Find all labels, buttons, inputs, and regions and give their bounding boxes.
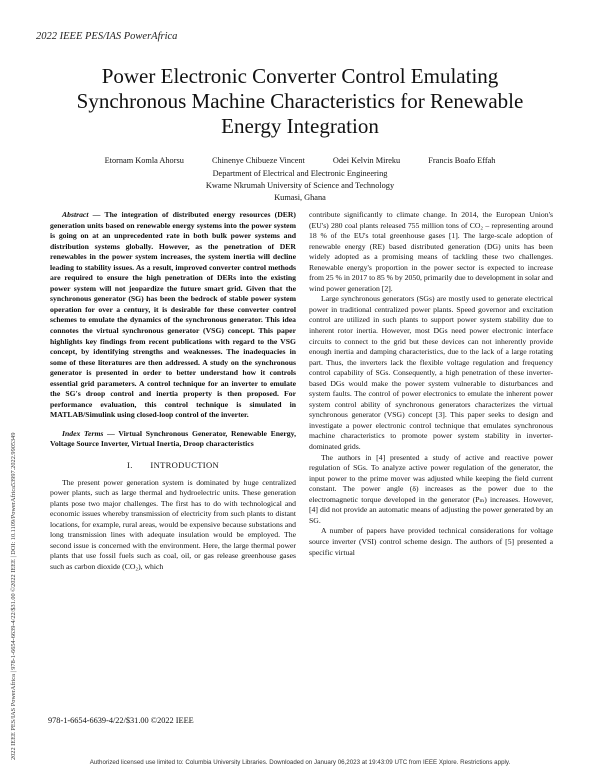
doi-sidebar: 2022 IEEE PES/IAS PowerAfrica | 978-1-6654-6639-4/22/$31.00 ©2022 IEEE | DOI: 10.1109/PowerAfrica53997.2022.9905349: [10, 432, 17, 760]
section-heading: I. INTRODUCTION: [127, 460, 219, 471]
body-paragraph: A number of papers have provided technical considerations for voltage source inverter (VSI) control scheme design. The authors of [5] presented a specific virtual: [309, 526, 553, 557]
department: Department of Electrical and Electronic Engineering: [212, 169, 388, 178]
affiliation: [40, 168, 560, 204]
isbn-footer: 978-1-6654-6639-4/22/$31.00 ©2022 IEEE: [48, 716, 194, 725]
title-line: Energy Integration: [221, 114, 379, 138]
abstract-text: The integration of distributed energy resources (DER) generation units based on renewable energy systems into the power system is going on at an unprecedented rate in both bulk power systems and distribution systems globally. However, as the penetration of DER renewables in the power system increases, the system inertia will decline leading to stability issues. As a result, improved converter control methods are required to ensure the high penetration of DERs into the existing power system will not jeopardize the future smart grid. Given that the synchronous generator (SG) has been the bedrock of stable power system operation for over a century, it is desirable for these converter control schemes to emulate the dynamics of the synchronous generator. This idea connotes the virtual synchronous generator (VSG) concept. This paper highlights key findings from recent publications with regard to the VSG concept, by identifying strengths and weaknesses. The inadequacies in some of these literatures are then addressed. A study on the synchronous generator is presented in order to better understand how it controls essential grid parameters. A control technique for an inverter to emulate the SG's droop control and inertia property is then proposed. For performance evaluation, this control technique is simulated in MATLAB/Simulink using closed-loop control of the inverter.: [50, 210, 296, 420]
author-list: [40, 156, 560, 165]
conference-header: 2022 IEEE PES/IAS PowerAfrica: [36, 31, 178, 42]
author: Francis Boafo Effah: [428, 156, 496, 165]
title-line: Power Electronic Converter Control Emulating: [101, 64, 499, 88]
title-line: Synchronous Machine Characteristics for Renewable: [76, 89, 524, 113]
right-column: [309, 210, 553, 558]
body-paragraph: contribute significantly to climate change. In 2014, the European Union's (EU's) 280 coal plants released 755 million tons of CO₂ – representing around 18 % of the EU's total greenhouse gases [1]. The large-scale adoption of renewable energy (RE) based distributed generation (DG) units has been widely adopted as a promising means of tackling these two challenges. Renewable energy's proportion in the power sector is expected to increase from 25 % in 2017 to 85 % by 2050, primarily due to development in solar and wind power generation [2].: [309, 210, 553, 293]
index-terms-label: Index Terms —: [62, 428, 115, 438]
license-footer: Authorized licensed use limited to: Columbia University Libraries. Downloaded on January 06,2023 at 19:43:09 UTC from IEEE Xplore. Restrictions apply.: [89, 759, 511, 766]
location: Kumasi, Ghana: [274, 193, 326, 202]
intro-paragraph: The present power generation system is dominated by huge centralized power plants, such as large thermal and hydroelectric units. These generation plants pose two major challenges. The first has to do with technological and economic issues whereby transmission of electricity from such plants to distant locations, for example, rural areas, would be expensive because substations and long transmission lines with adequate insulation would be employed. The second issue is concerned with the environment. Here, the large thermal power plants that use fossil fuels such as coal, oil, or gas release greenhouse gases such as carbon dioxide (CO₂), which: [50, 477, 296, 571]
university: Kwame Nkrumah University of Science and Technology: [205, 181, 395, 190]
paper-title: [40, 64, 560, 139]
index-terms-text: Virtual Synchronous Generator, Renewable Energy, Voltage Source Inverter, Virtual Inertia, Droop characteristics: [50, 428, 296, 449]
author: Odei Kelvin Mireku: [332, 156, 401, 165]
author: Chinenye Chibueze Vincent: [211, 156, 305, 165]
body-paragraph: The authors in [4] presented a study of active and reactive power regulation of SGs. To analyze active power regulation of the generator, the input power to the prime mover was adjusted while keeping the field current constant. The power angle (δ) increases as the power due to the electromagnetic torque developed in the generator (Pₘ) increases. However, [4] did not provide an automatic means of adjusting the power generated by an SG.: [309, 452, 553, 525]
abstract-label: Abstract —: [62, 210, 101, 219]
abstract: [50, 210, 296, 421]
left-column: [50, 210, 296, 573]
author: Etornam Komla Ahorsu: [104, 156, 184, 165]
body-paragraph: Large synchronous generators (SGs) are mostly used to generate electrical power in traditional centralized power plants. Speed governor and excitation control are utilized in such plants to support power system stability due to inherent rotor inertia. However, most DGs need power electronic interface circuits to connect to the grid but these devices can not inherently provide enough inertia and damping characteristics, due to the lack of a large rotating part. Thus, the inverters lack the flexible voltage regulation and frequency control capability of SGs. Consequently, a high penetration of these inverter-based DGs would make the power system vulnerable to disturbances and system faults. The control of power electronics to emulate the inherent power system control ability of synchronous generators characterizes the virtual synchronous generator (VSG) concept [3]. This paper seeks to design and investigate a power electronic control technique that emulates synchronous machine characteristics to promote power system stability in inverter-dominated grids.: [309, 294, 553, 452]
index-terms: [50, 429, 296, 450]
